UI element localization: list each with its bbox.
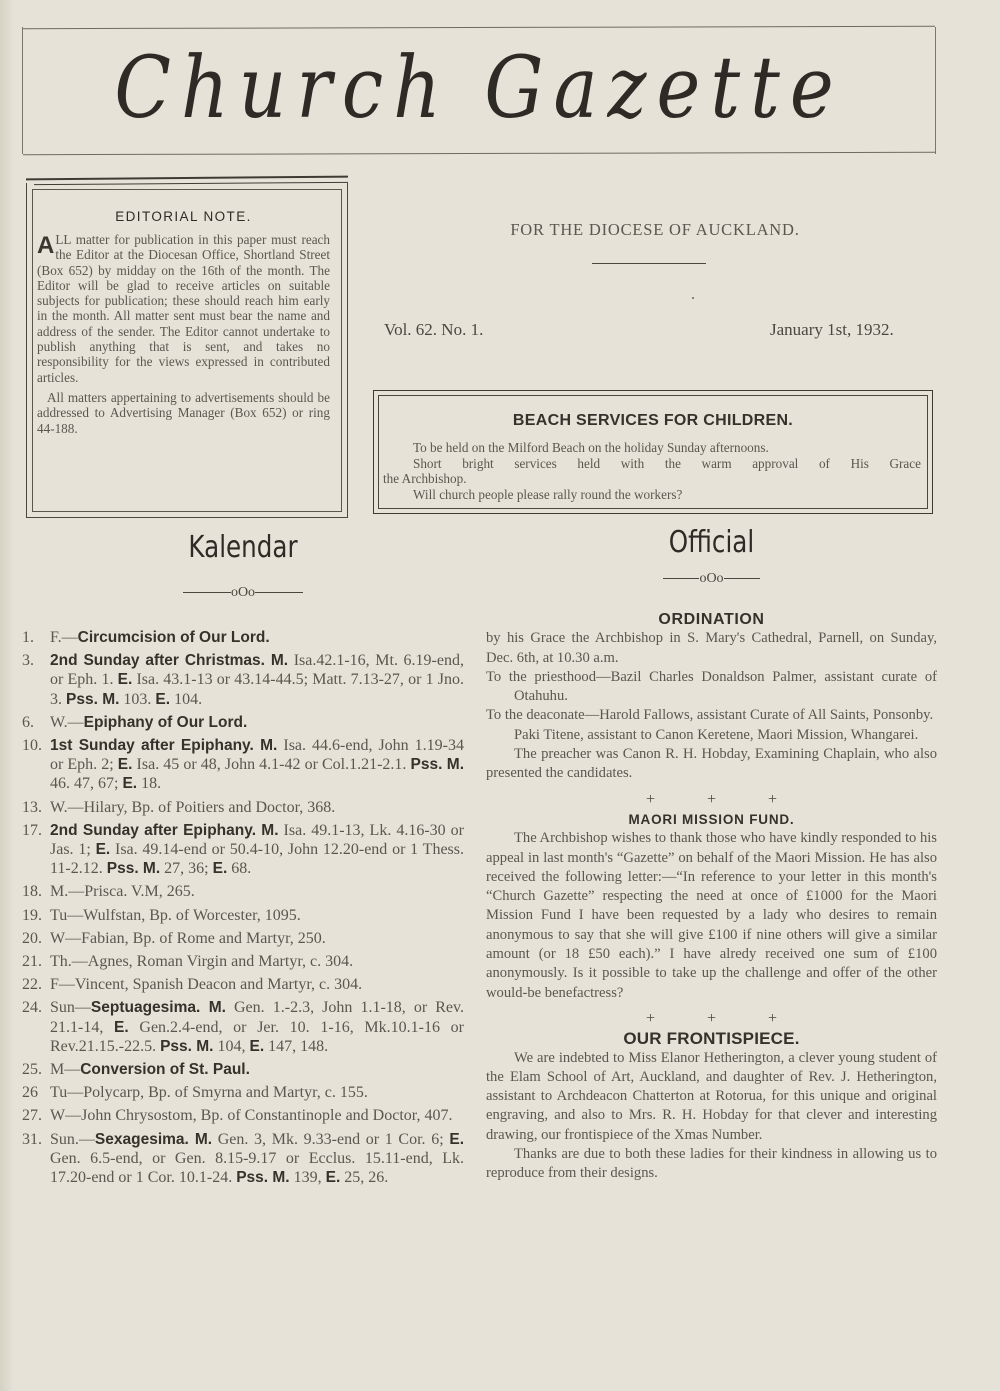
editorial-paragraph: ALL matter for publication in this paper must reach the Editor at the Diocesan Office, Shortland Street (Box 652) by midday on the 16th of the month. The Editor will be glad to receive articles on suitable subjects for publication; these should reach him early in the month. All matter sent must bear the name and address of the sender. The Editor cannot undertake to publish anything that is sent, and takes no responsibility for the views expressed in contributed articles. bbox=[37, 232, 330, 385]
frontispiece-para1: We are indebted to Miss Elanor Hetherington, a clever young student of the Elam School of Art, Auckland, and daughter of Rev. J. Hetherington, assistant to Archdeacon Chatterton at Rotorua, for this unique and original engraving, and also to Mrs. R. H. Hobday for that clever and interesting drawing, our frontispiece of the Xmas Number. bbox=[486, 1049, 937, 1143]
kalendar-text: 139, bbox=[289, 1169, 326, 1187]
kalendar-evening-label: E. bbox=[117, 756, 133, 774]
kalendar-feast-name: Circumcision of Our Lord. bbox=[77, 629, 270, 646]
kalendar-ornament: oOo bbox=[22, 585, 464, 601]
kalendar-feast-name: Sexagesima. M. bbox=[94, 1130, 213, 1148]
kalendar-text: Prisca. V.M, 265. bbox=[84, 883, 195, 901]
beach-line: To be held on the Milford Beach on the holiday Sunday afternoons. bbox=[413, 440, 769, 455]
page-edge-shadow bbox=[0, 0, 14, 1391]
ordination-title: ORDINATION bbox=[658, 611, 765, 628]
kalendar-date-number: 21. bbox=[22, 953, 42, 971]
kalendar-weekday: W.— bbox=[50, 713, 84, 731]
editorial-title: EDITORIAL NOTE. bbox=[115, 209, 252, 224]
kalendar-psalms-label: Pss. M. bbox=[410, 756, 465, 774]
kalendar-text: 104, bbox=[213, 1037, 250, 1055]
kalendar-date-number: 1. bbox=[22, 629, 34, 646]
kalendar-entry bbox=[22, 952, 464, 971]
kalendar-text: John Chrysostom, Bp. of Constantinople and Doctor, 407. bbox=[81, 1107, 453, 1125]
kalendar-weekday: M— bbox=[50, 1061, 81, 1079]
kalendar-entry bbox=[22, 975, 464, 994]
beach-services-body bbox=[383, 440, 921, 502]
ordination-priesthood: To the priesthood—Bazil Charles Donaldson Palmer, assistant curate of Otahuhu. bbox=[486, 668, 937, 705]
kalendar-list bbox=[22, 628, 464, 1191]
kalendar-date-number: 22. bbox=[22, 976, 42, 994]
kalendar-text: 27, 36; bbox=[160, 860, 213, 878]
masthead-rule-top bbox=[23, 26, 935, 29]
kalendar-feast-name: Epiphany of Our Lord. bbox=[83, 713, 248, 731]
kalendar-date-number: 13. bbox=[22, 798, 42, 816]
kalendar-entry bbox=[22, 1083, 464, 1102]
drop-cap: A bbox=[37, 232, 55, 259]
diocese-subtitle: FOR THE DIOCESE OF AUCKLAND. bbox=[510, 220, 800, 239]
kalendar-evening-label: E. bbox=[212, 860, 228, 878]
kalendar-psalms-label: Pss. M. bbox=[160, 1037, 214, 1055]
kalendar-date-number: 31. bbox=[22, 1130, 42, 1148]
kalendar-entry bbox=[22, 998, 464, 1056]
kalendar-text: Polycarp, Bp. of Smyrna and Martyr, c. 155. bbox=[83, 1084, 368, 1102]
kalendar-text: Wulfstan, Bp. of Worcester, 1095. bbox=[83, 906, 301, 924]
kalendar-weekday: F— bbox=[50, 976, 75, 994]
ordination-intro: by his Grace the Archbishop in S. Mary's Cathedral, Parnell, on Sunday, Dec. 6th, at 10.30 a.m. bbox=[486, 630, 937, 666]
kalendar-evening-label: E. bbox=[325, 1169, 341, 1187]
section-separator: + + + bbox=[645, 1009, 802, 1027]
kalendar-weekday: W.— bbox=[50, 798, 84, 816]
kalendar-entry bbox=[22, 1106, 464, 1125]
beach-line: the Archbishop. bbox=[383, 471, 467, 486]
beach-line: Short bright services held with the warm approval of His Grace bbox=[413, 455, 921, 471]
kalendar-text: Isa. 44.6-end, John 1.19-34 or Eph. 2; bbox=[50, 737, 465, 774]
volume-number: Vol. 62. No. 1. bbox=[384, 320, 484, 339]
kalendar-date-number: 10. bbox=[22, 737, 42, 755]
kalendar-text: Isa. 45 or 48, John 4.1-42 or Col.1.21-2.1. bbox=[132, 756, 411, 774]
issue-date: January 1st, 1932. bbox=[770, 320, 894, 339]
kalendar-evening-label: E. bbox=[114, 1018, 129, 1036]
kalendar-text: Agnes, Roman Virgin and Martyr, c. 304. bbox=[87, 953, 354, 971]
kalendar-entry bbox=[22, 798, 464, 817]
kalendar-date-number: 6. bbox=[22, 713, 34, 731]
kalendar-date-number: 17. bbox=[22, 821, 42, 839]
kalendar-text: 104. bbox=[170, 690, 203, 708]
masthead-rule-bottom bbox=[23, 152, 935, 155]
kalendar-heading: Kalendar bbox=[188, 530, 298, 565]
kalendar-weekday: W— bbox=[50, 1107, 82, 1125]
kalendar-feast-name: Conversion of St. Paul. bbox=[80, 1061, 250, 1079]
ordination-preacher: The preacher was Canon R. H. Hobday, Examining Chaplain, who also presented the candidates. bbox=[486, 746, 937, 782]
kalendar-weekday: Sun.— bbox=[50, 1130, 95, 1148]
kalendar-evening-label: E. bbox=[122, 775, 138, 793]
frontispiece-para2: Thanks are due to both these ladies for their kindness in allowing us to reproduce from their designs. bbox=[486, 1146, 937, 1182]
kalendar-weekday: F.— bbox=[50, 629, 78, 646]
kalendar-date-number: 3. bbox=[22, 652, 34, 670]
kalendar-entry bbox=[22, 736, 464, 794]
kalendar-feast-name: Septuagesima. M. bbox=[90, 999, 226, 1017]
kalendar-text: Isa. 49.14-end or 50.4-10, John 12.20-end or 1 Thess. 11-2.12. bbox=[50, 841, 465, 878]
kalendar-evening-label: E. bbox=[449, 1130, 465, 1148]
kalendar-psalms-label: Pss. M. bbox=[66, 690, 120, 708]
kalendar-text: 103. bbox=[119, 690, 156, 708]
kalendar-weekday: Tu— bbox=[50, 906, 84, 924]
kalendar-feast-name: 1st Sunday after Epiphany. M. bbox=[50, 737, 278, 755]
kalendar-evening-label: E. bbox=[117, 671, 133, 689]
kalendar-text: Isa. 43.1-13 or 43.14-44.5; Matt. 7.13-27, or 1 Jno. 3. bbox=[50, 671, 465, 708]
kalendar-date-number: 27. bbox=[22, 1107, 42, 1125]
kalendar-feast-name: 2nd Sunday after Christmas. M. bbox=[50, 652, 289, 670]
kalendar-entry bbox=[22, 1130, 464, 1188]
kalendar-entry bbox=[22, 821, 464, 879]
kalendar-text: 46. 47, 67; bbox=[50, 775, 123, 793]
kalendar-date-number: 24. bbox=[22, 999, 42, 1017]
kalendar-entry bbox=[22, 713, 464, 732]
kalendar-text: Vincent, Spanish Deacon and Martyr, c. 304. bbox=[74, 976, 363, 994]
kalendar-text: Isa. 49.1-13, Lk. 4.16-30 or Jas. 1; bbox=[50, 821, 464, 859]
official-column bbox=[486, 610, 937, 1184]
kalendar-date-number: 19. bbox=[22, 906, 42, 924]
kalendar-text: Gen. 1.-2.3, John 1.1-18, or Rev. 21.1-14, bbox=[50, 999, 464, 1036]
maori-fund-title: MAORI MISSION FUND. bbox=[628, 811, 795, 827]
kalendar-feast-name: 2nd Sunday after Epiphany. M. bbox=[50, 821, 279, 839]
ordination-deaconate: To the deaconate—Harold Fallows, assistant Curate of All Saints, Ponsonby. bbox=[486, 707, 934, 724]
kalendar-evening-label: E. bbox=[95, 841, 111, 859]
kalendar-text: Isa.42.1-16, Mt. 6.19-end, or Eph. 1. bbox=[50, 652, 464, 689]
kalendar-text: Hilary, Bp. of Poitiers and Doctor, 368. bbox=[83, 798, 336, 816]
kalendar-date-number: 26 bbox=[22, 1084, 38, 1102]
kalendar-entry bbox=[22, 1060, 464, 1079]
print-speck bbox=[692, 297, 694, 299]
kalendar-text: Gen. 3, Mk. 9.33-end or 1 Cor. 6; bbox=[212, 1130, 450, 1148]
beach-services-title: BEACH SERVICES FOR CHILDREN. bbox=[512, 412, 794, 429]
kalendar-text: 147, 148. bbox=[264, 1037, 329, 1055]
kalendar-weekday: W— bbox=[50, 929, 82, 947]
official-ornament: oOo bbox=[486, 571, 937, 587]
kalendar-weekday: Th.— bbox=[50, 953, 88, 971]
kalendar-text: 68. bbox=[227, 860, 252, 878]
kalendar-entry bbox=[22, 628, 464, 647]
maori-fund-body: The Archbishop wishes to thank those who have kindly responded to his appeal in last month's “Gazette” on behalf of the Maori Mission. He has also received the following letter:—“In reference to your letter in this month's “Church Gazette” respecting the need at once of £1000 for the Maori Mission Fund I have been requested by a lady who desires to remain anonymous to say that she will give £100 if nine others will give a similar amount (or 18 £50 each).” I have alredy received one sum of £100 anonymously. Is it possible to take up the challenge and offer of the other would-be benefactress? bbox=[486, 830, 937, 1001]
kalendar-text: Fabian, Bp. of Rome and Martyr, 250. bbox=[81, 929, 326, 947]
kalendar-entry bbox=[22, 882, 464, 901]
masthead-title: Church Gazette bbox=[114, 38, 844, 138]
kalendar-date-number: 20. bbox=[22, 929, 42, 947]
kalendar-weekday: M.— bbox=[50, 883, 85, 901]
editorial-rule bbox=[26, 176, 348, 181]
kalendar-text: 25, 26. bbox=[340, 1169, 389, 1187]
kalendar-text: Gen. 6.5-end, or Gen. 8.15-9.17 or Ecclus. 15.11-end, Lk. 17.20-end or 1 Cor. 10.1-24. bbox=[50, 1149, 464, 1187]
kalendar-entry bbox=[22, 651, 464, 709]
divider-rule bbox=[592, 263, 706, 264]
beach-line: Will church people please rally round the workers? bbox=[413, 486, 683, 502]
kalendar-entry bbox=[22, 929, 464, 948]
ordination-paki: Paki Titene, assistant to Canon Keretene, Maori Mission, Whangarei. bbox=[514, 726, 919, 743]
frontispiece-title: OUR FRONTISPIECE. bbox=[623, 1029, 800, 1049]
kalendar-entry bbox=[22, 906, 464, 925]
kalendar-text: 18. bbox=[137, 775, 162, 793]
kalendar-date-number: 18. bbox=[22, 883, 42, 901]
kalendar-psalms-label: Pss. M. bbox=[106, 860, 161, 878]
kalendar-evening-label: E. bbox=[155, 690, 171, 708]
beach-services-box bbox=[373, 390, 933, 514]
kalendar-weekday: Sun— bbox=[50, 999, 91, 1017]
editorial-advertising-paragraph: All matters appertaining to advertisements should be addressed to Advertising Manager (Box 652) or ring 44-188. bbox=[37, 389, 330, 436]
kalendar-evening-label: E. bbox=[249, 1037, 265, 1055]
kalendar-text: Gen.2.4-end, or Jer. 10. 1-16, Mk.10.1-16 or Rev.21.15.-22.5. bbox=[50, 1018, 464, 1055]
masthead bbox=[22, 27, 936, 154]
editorial-note-box bbox=[26, 183, 348, 518]
kalendar-psalms-label: Pss. M. bbox=[236, 1169, 290, 1187]
official-heading: Official bbox=[668, 525, 755, 560]
kalendar-weekday: Tu— bbox=[50, 1084, 84, 1102]
kalendar-date-number: 25. bbox=[22, 1061, 42, 1079]
section-separator: + + + bbox=[645, 790, 802, 808]
